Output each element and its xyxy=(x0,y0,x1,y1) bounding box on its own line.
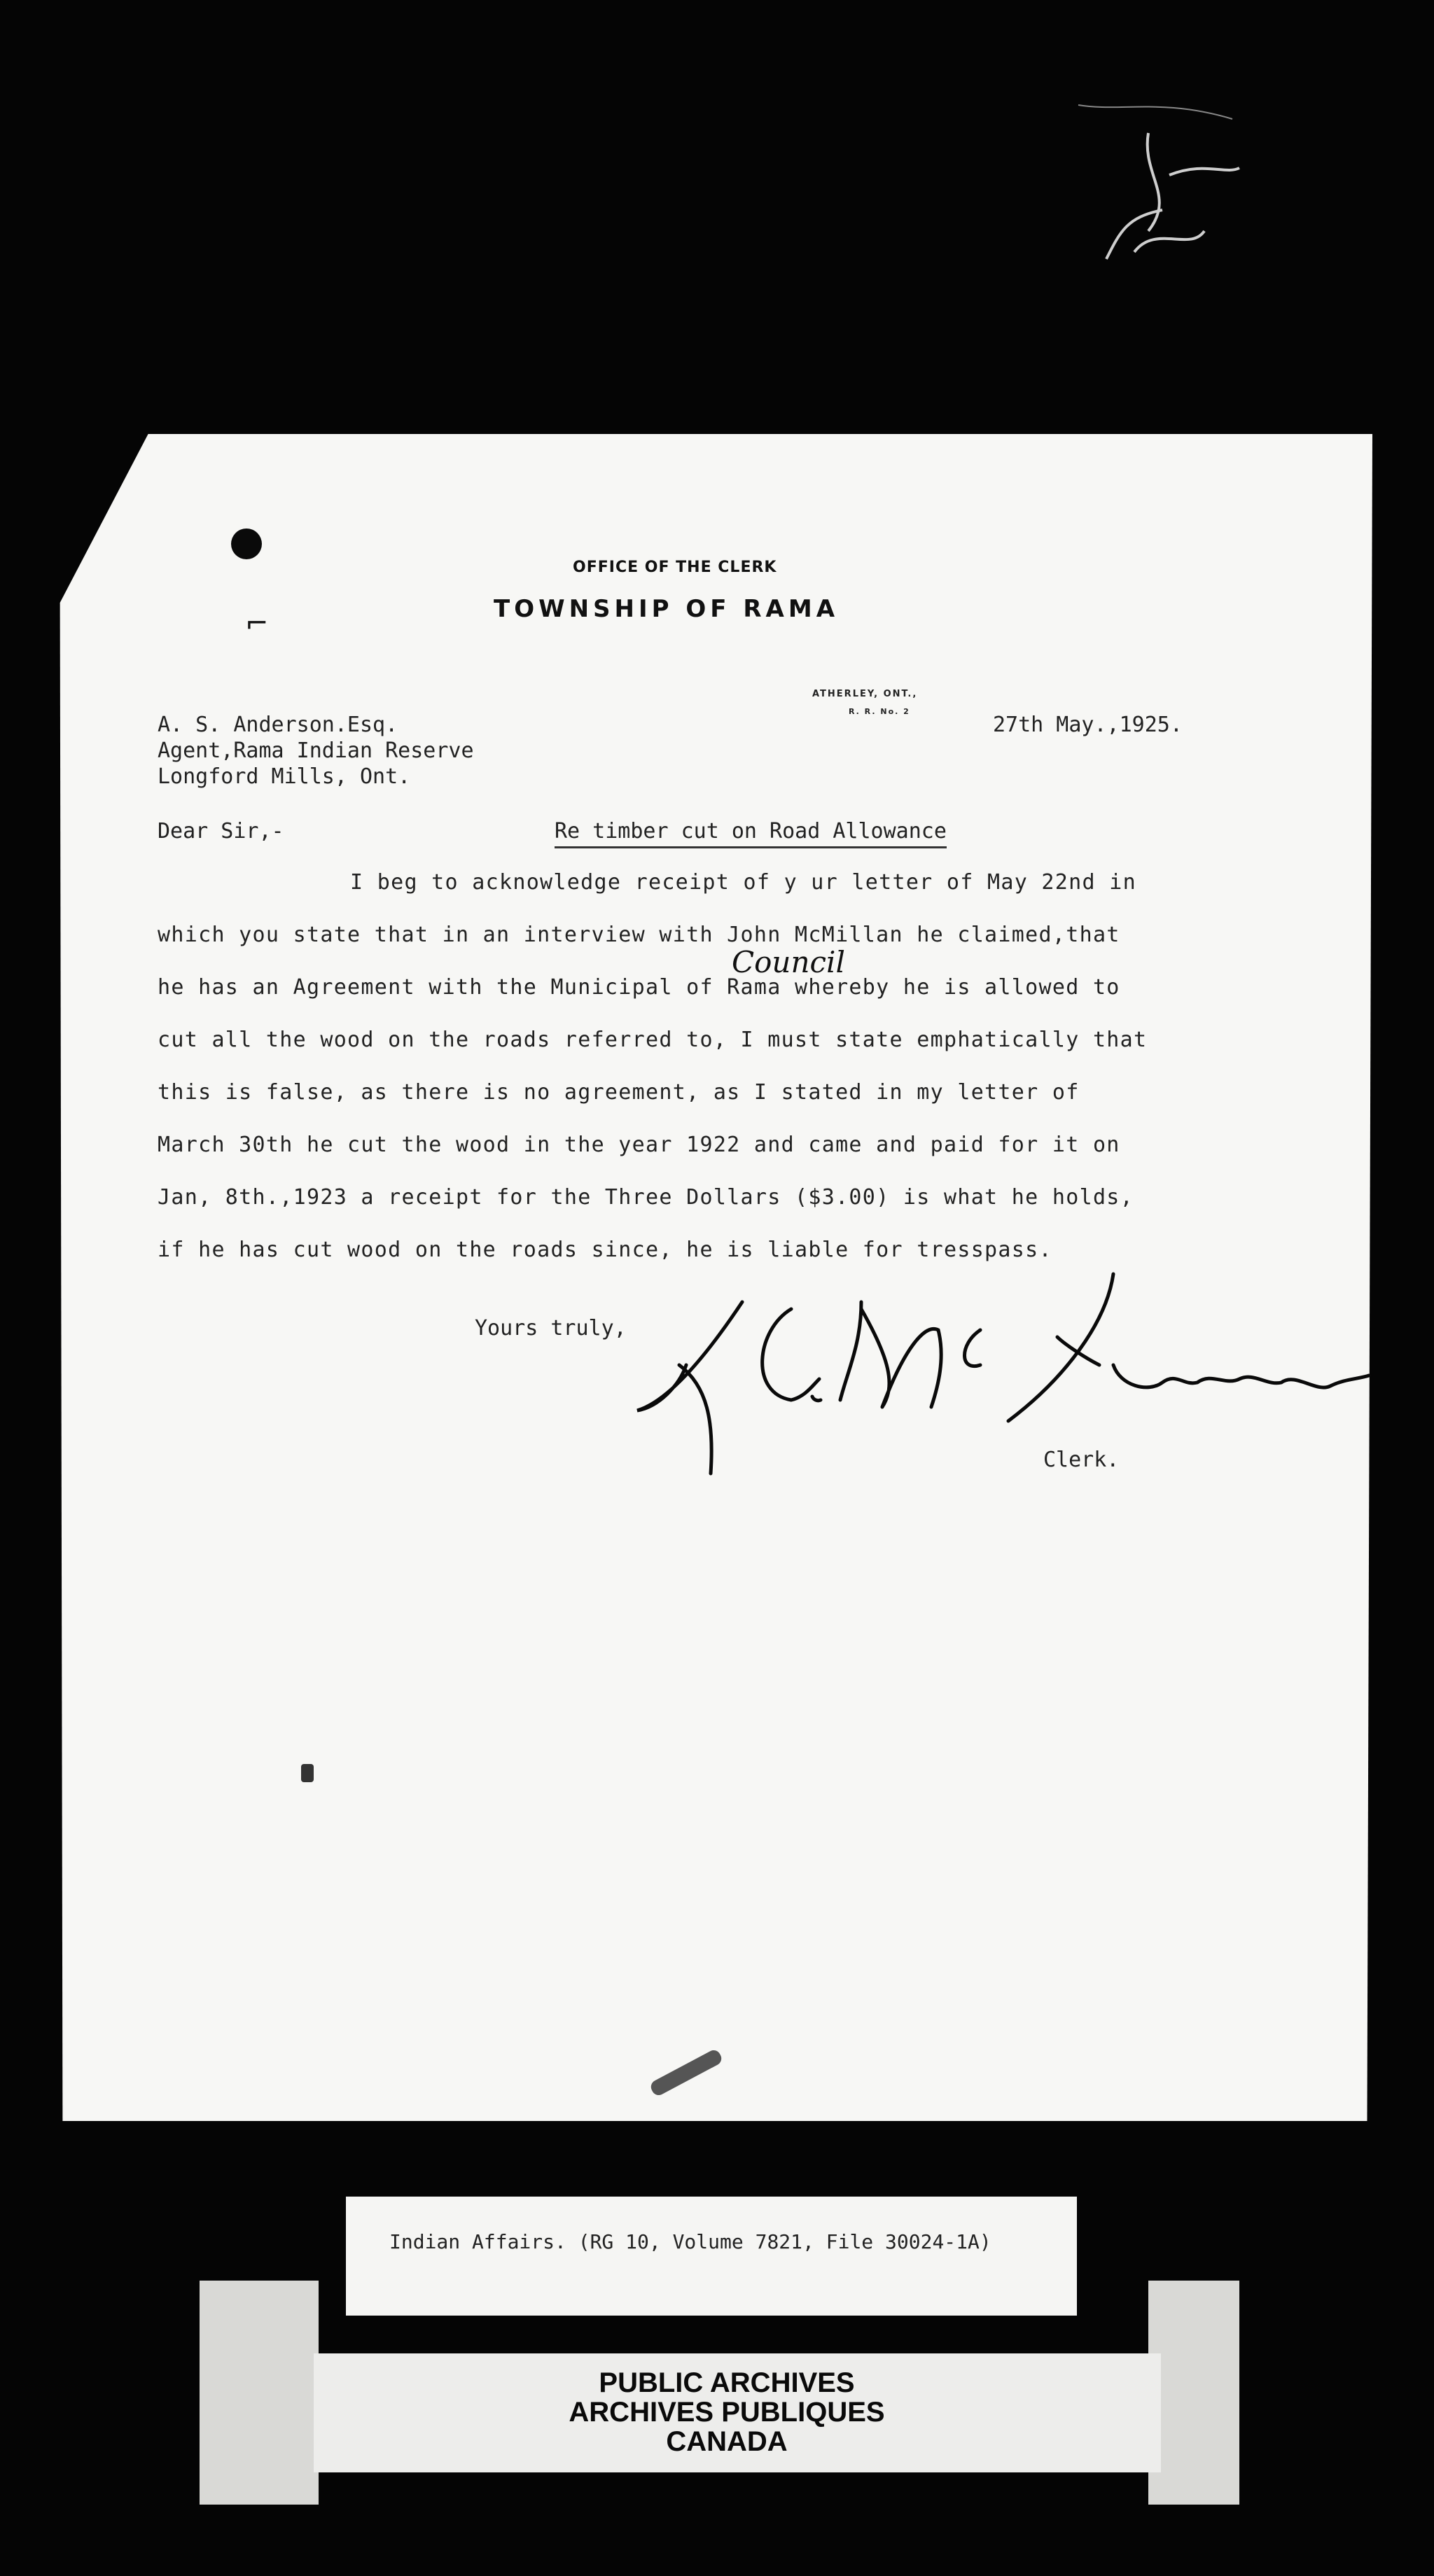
reference-slip-text: Indian Affairs. (RG 10, Volume 7821, File 30024-1A) xyxy=(389,2230,991,2253)
margin-mark: ⌐ xyxy=(245,608,269,640)
signature xyxy=(630,1260,1372,1491)
stamp-left-tab xyxy=(200,2281,319,2505)
stamp-line-2: ARCHIVES PUBLIQUES xyxy=(569,2397,885,2428)
body-line-2: which you state that in an interview with John McMillan he claimed,that xyxy=(158,923,1120,947)
subject-line: Re timber cut on Road Allowance xyxy=(555,819,947,848)
letter-date: 27th May.,1925. xyxy=(993,713,1183,737)
punch-hole xyxy=(231,528,262,559)
letterhead-place: ATHERLEY, ONT., xyxy=(812,689,918,699)
body-line-6: March 30th he cut the wood in the year 1922 and came and paid for it on xyxy=(158,1133,1120,1157)
smudge-mark-small xyxy=(301,1764,314,1782)
body-line-4: cut all the wood on the roads referred to, I must state emphatically that xyxy=(158,1028,1148,1052)
handwritten-insertion: Council xyxy=(732,945,845,979)
stamp-right-tab xyxy=(1148,2281,1239,2505)
stamp-line-3: CANADA xyxy=(666,2426,788,2457)
signer-title: Clerk. xyxy=(1043,1448,1120,1472)
salutation: Dear Sir,- xyxy=(158,819,284,844)
recipient-line-2: Agent,Rama Indian Reserve xyxy=(158,738,474,763)
recipient-line-3: Longford Mills, Ont. xyxy=(158,764,411,789)
letterhead-township: TOWNSHIP OF RAMA xyxy=(494,595,840,623)
lint-mark xyxy=(1064,91,1246,287)
body-line-1: I beg to acknowledge receipt of y ur letter of May 22nd in xyxy=(350,870,1136,895)
recipient-line-1: A. S. Anderson.Esq. xyxy=(158,713,398,737)
stamp-line-1: PUBLIC ARCHIVES xyxy=(599,2367,855,2398)
body-line-3: he has an Agreement with the Municipal of Rama whereby he is allowed to xyxy=(158,975,1120,1000)
body-line-5: this is false, as there is no agreement, as I stated in my letter of xyxy=(158,1080,1080,1105)
body-line-7: Jan, 8th.,1923 a receipt for the Three Dollars ($3.00) is what he holds, xyxy=(158,1185,1134,1210)
body-line-8: if he has cut wood on the roads since, he is liable for tresspass. xyxy=(158,1238,1052,1262)
reference-slip xyxy=(346,2197,1077,2316)
letterhead-office: OFFICE OF THE CLERK xyxy=(573,559,777,576)
closing: Yours truly, xyxy=(475,1316,627,1340)
letterhead-route: R. R. No. 2 xyxy=(849,707,910,716)
